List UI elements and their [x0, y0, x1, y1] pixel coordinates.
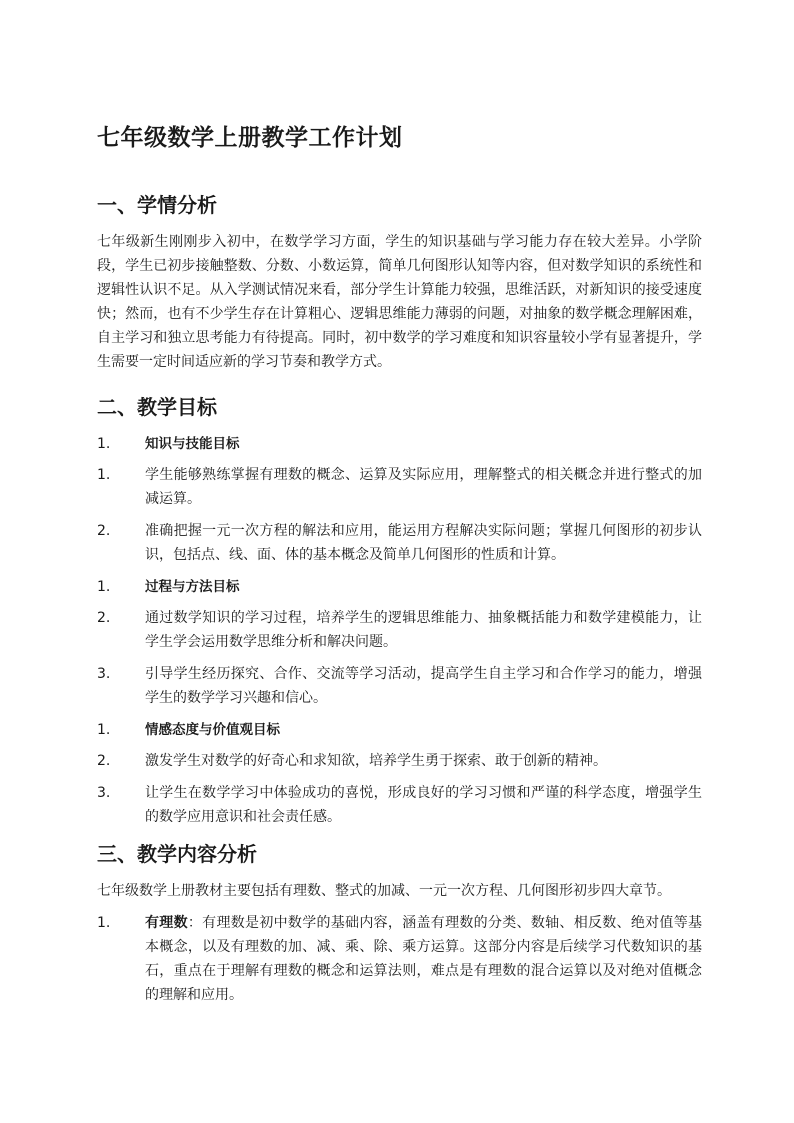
list-text — [145, 911, 702, 1007]
list-text: 过程与方法目标 — [145, 579, 240, 595]
list-number: 1. — [97, 436, 111, 452]
list-item — [97, 575, 702, 599]
document-page — [97, 120, 702, 1015]
list-text: 情感态度与价值观目标 — [145, 722, 280, 738]
list-number: 1. — [97, 915, 111, 931]
list-text: 激发学生对数学的好奇心和求知欲，培养学生勇于探索、敢于创新的精神。 — [145, 753, 607, 769]
list-item — [97, 749, 702, 773]
list-item — [97, 432, 702, 456]
list-item — [97, 606, 702, 654]
list-body-text: ：有理数是初中数学的基础内容，涵盖有理数的分类、数轴、相反数、绝对值等基本概念，以及有理数的加、减、乘、除、乘方运算。这部分内容是后续学习代数知识的基石，重点在于理解有理数的概念和运算法则，难点是有理数的混合运算以及对绝对值概念的理解和应用。 — [145, 915, 703, 1003]
list-text: 通过数学知识的学习过程，培养学生的逻辑思维能力、抽象概括能力和数学建模能力，让学生学会运用数学思维分析和解决问题。 — [145, 610, 702, 650]
list-number: 1. — [97, 467, 111, 483]
section-heading: 一、学情分析 — [97, 193, 217, 217]
section-student-analysis — [97, 190, 702, 374]
section-heading: 二、教学目标 — [97, 395, 217, 419]
list-text: 准确把握一元一次方程的解法和应用，能运用方程解决实际问题；掌握几何图形的初步认识，包括点、线、面、体的基本概念及简单几何图形的性质和计算。 — [145, 523, 702, 563]
list-text: 知识与技能目标 — [145, 436, 240, 452]
section-paragraph: 七年级新生刚刚步入初中，在数学学习方面，学生的知识基础与学习能力存在较大差异。小学阶段，学生已初步接触整数、分数、小数运算，简单几何图形认知等内容，但对数学知识的系统性和逻辑性认识不足。从入学测试情况来看，部分学生计算能力较强，思维活跃，对新知识的接受速度快；然而，也有不少学生存在计算粗心、逻辑思维能力薄弱的问题，对抽象的数学概念理解困难，自主学习和独立思考能力有待提高。同时，初中数学的学习难度和知识容量较小学有显著提升，学生需要一定时间适应新的学习节奏和教学方式。 — [97, 234, 702, 370]
document-title: 七年级数学上册教学工作计划 — [97, 125, 403, 151]
list-number: 2. — [97, 610, 111, 626]
list-item — [97, 662, 702, 710]
list-number: 2. — [97, 523, 111, 539]
list-item — [97, 781, 702, 829]
list-text: 学生能够熟练掌握有理数的概念、运算及实际应用，理解整式的相关概念并进行整式的加减运算。 — [145, 467, 702, 507]
list-lead-term: 有理数 — [145, 915, 188, 931]
list-item — [97, 519, 702, 567]
section-heading: 三、教学内容分析 — [97, 842, 257, 866]
list-item — [97, 911, 702, 1007]
list-item — [97, 718, 702, 742]
goals-list — [97, 432, 702, 829]
list-item — [97, 463, 702, 511]
list-text: 引导学生经历探究、合作、交流等学习活动，提高学生自主学习和合作学习的能力，增强学生的数学学习兴趣和信心。 — [145, 666, 702, 706]
list-number: 3. — [97, 785, 111, 801]
list-number: 2. — [97, 753, 111, 769]
section-teaching-goals — [97, 392, 702, 829]
list-number: 3. — [97, 666, 111, 682]
content-list — [97, 911, 702, 1007]
section-content-analysis — [97, 839, 702, 1007]
list-text: 让学生在数学学习中体验成功的喜悦，形成良好的学习习惯和严谨的科学态度，增强学生的数学应用意识和社会责任感。 — [145, 785, 702, 825]
section-intro: 七年级数学上册教材主要包括有理数、整式的加减、一元一次方程、几何图形初步四大章节。 — [97, 883, 671, 899]
list-number: 1. — [97, 579, 111, 595]
list-number: 1. — [97, 722, 111, 738]
